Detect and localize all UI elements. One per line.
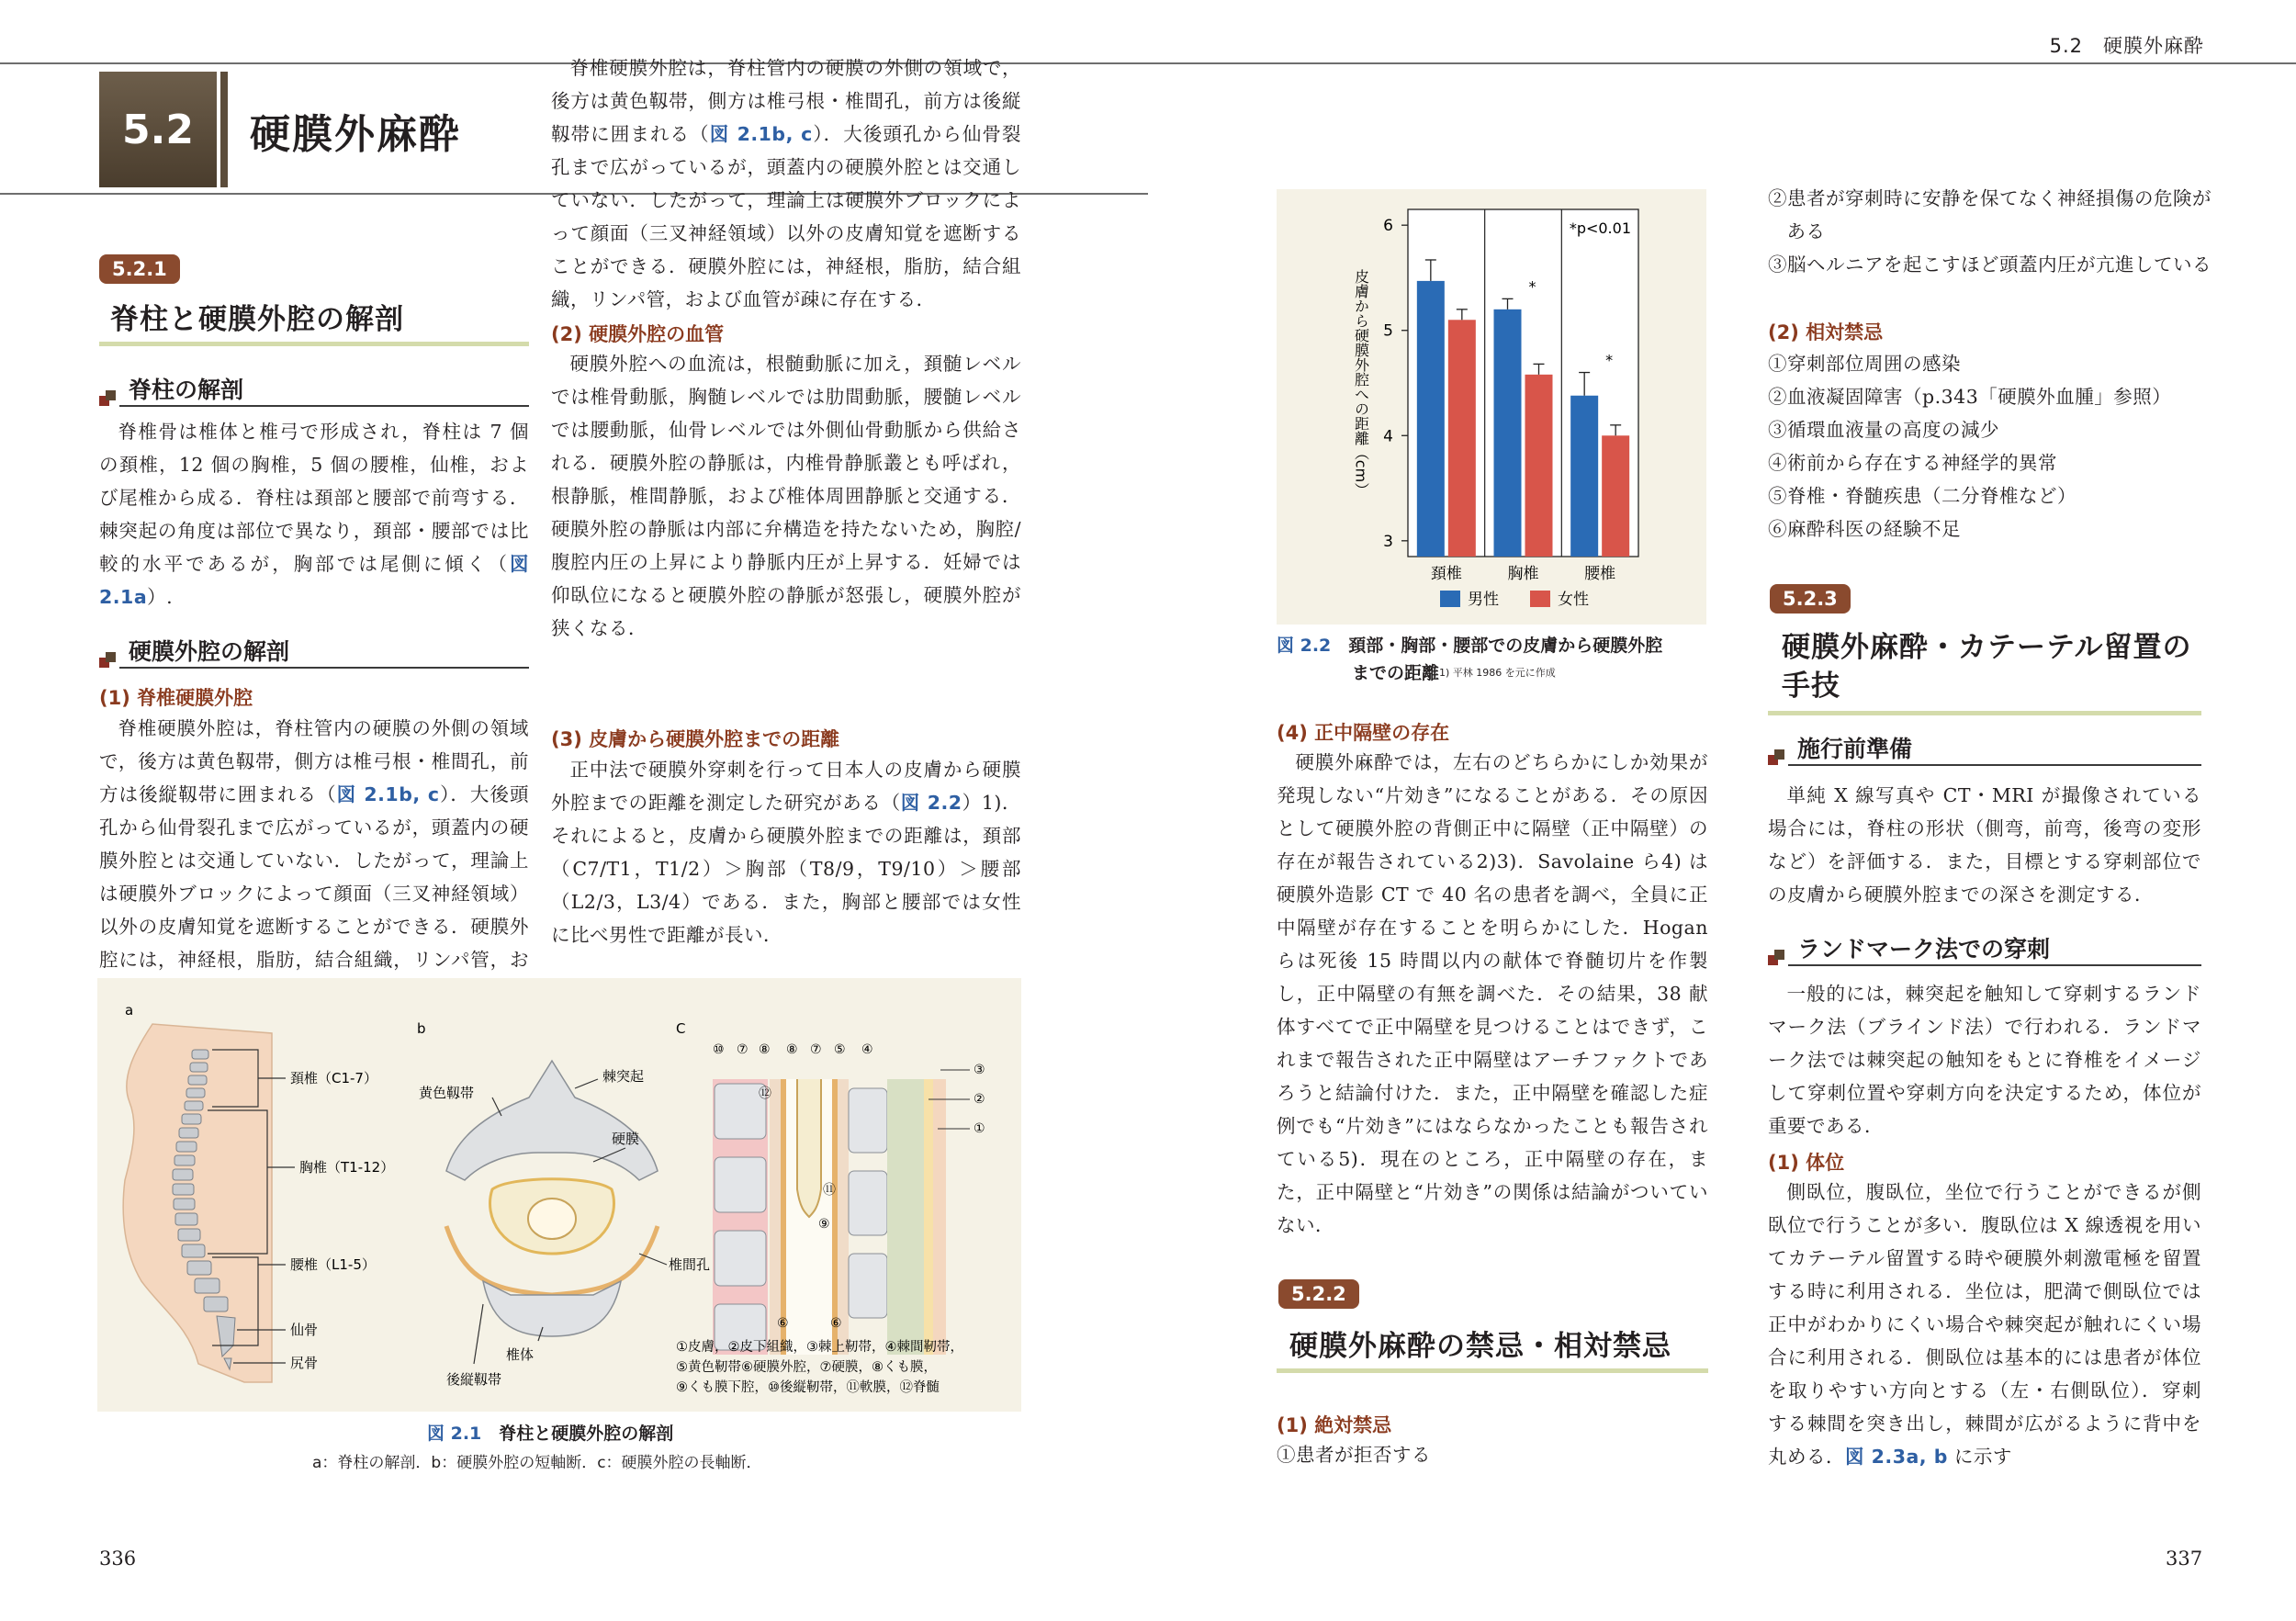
section-title-anatomy: 脊柱と硬膜外腔の解剖 <box>110 303 404 336</box>
bar-男性-腰椎 <box>1570 396 1598 557</box>
running-head: 5.2 硬膜外麻酔 <box>2049 35 2204 57</box>
figure-2-1-subcaption: a：脊柱の解剖．b：硬膜外腔の短軸断．c：硬膜外腔の長軸断． <box>312 1454 762 1472</box>
num-7a: ⑦ <box>737 1042 748 1057</box>
bar-男性-頚椎 <box>1417 281 1445 557</box>
list-item: ⑥麻酔科医の経験不足 <box>1768 518 1961 540</box>
subsection-title: ランドマーク法での穿刺 <box>1797 936 2051 962</box>
panel-label-c: C <box>676 1020 686 1037</box>
chapter-accent-bar <box>220 72 228 187</box>
label-cervical: 頚椎（C1-7） <box>290 1070 377 1086</box>
chapter-title: 硬膜外麻酔 <box>250 111 461 158</box>
page-number-left: 336 <box>99 1548 137 1570</box>
subsection-marker-icon <box>99 652 116 669</box>
section-rule <box>1768 711 2201 715</box>
num-3: ③ <box>974 1063 985 1077</box>
y-axis-label: 皮膚から硬膜外腔への距離（cm） <box>1352 268 1370 498</box>
section-title-technique: 硬膜外麻酔・カテーテル留置の 手技 <box>1782 631 2192 703</box>
figure-2-1-caption: 図 2.1 脊柱と硬膜外腔の解剖 <box>427 1424 674 1444</box>
label-spinous-process: 棘突起 <box>602 1068 645 1085</box>
label-foramen: 椎間孔 <box>669 1256 711 1273</box>
significance-note: *p<0.01 <box>1569 220 1631 237</box>
section-title-contraindications: 硬膜外麻酔の禁忌・相対禁忌 <box>1289 1330 1671 1363</box>
heading-relative: (2) 相対禁忌 <box>1768 321 1884 343</box>
spinal-cord <box>528 1199 576 1239</box>
subsection-marker-icon <box>99 390 116 407</box>
heading-position: (1) 体位 <box>1768 1152 1845 1174</box>
subsection-rule <box>119 405 529 407</box>
bar-女性-頚椎 <box>1448 320 1476 557</box>
list-item: ①穿刺部位周囲の感染 <box>1768 353 1961 375</box>
legend-line-2: ⑤黄色靭帯⑥硬膜外腔，⑦硬膜，⑧くも膜， <box>676 1360 937 1375</box>
subsection-title: 脊柱の解剖 <box>129 377 244 403</box>
subsection-preparation <box>1768 731 2201 771</box>
y-tick-label: 5 <box>1383 321 1393 341</box>
heading-absolute: (1) 絶対禁忌 <box>1277 1414 1392 1436</box>
num-1: ① <box>974 1121 985 1136</box>
num-8b: ⑧ <box>786 1042 798 1057</box>
label-lumbar: 腰椎（L1-5） <box>290 1256 376 1273</box>
subsection-marker-icon <box>1768 950 1784 966</box>
section-badge-5-2-2: 5.2.2 <box>1278 1279 1359 1309</box>
heading-distance: (3) 皮膚から硬膜外腔までの距離 <box>551 728 840 750</box>
figure-ref[interactable]: 図 2.1a <box>99 553 529 608</box>
figure-2-2-caption: 図 2.2 頚部・胸部・腰部での皮膚から硬膜外腔 までの距離$^{1) 平林 1986 を元に作成}$ <box>1277 636 1663 683</box>
category-label: 頚椎 <box>1430 565 1462 583</box>
paragraph-blood-vessels: 硬膜外腔への血流は，根髄動脈に加え，頚髄レベルでは椎骨動脈，胸髄レベルでは肋間動脈，腰髄レベルでは腰動脈，仙骨レベルでは外側仙骨動脈から供給される．硬膜外腔の静脈は，内椎骨静脈叢とも呼ばれ，根静脈，椎間静脈，および椎体周囲静脈と交通する．硬膜外腔の静脈は内部に弁構造を持たないため，胸腔/腹腔内圧の上昇により静脈内圧が上昇する．妊婦では仰臥位になると硬膜外腔の静脈が怒張し，硬膜外腔が狭くなる． <box>551 353 1021 639</box>
num-12: ⑫ <box>759 1086 771 1101</box>
label-coccyx: 尻骨 <box>290 1355 319 1371</box>
label-vertebral-body: 椎体 <box>506 1346 535 1363</box>
list-item: ②患者が穿刺時に安静を保てなく神経損傷の危険がある <box>1768 187 2212 242</box>
y-tick-label: 4 <box>1383 427 1393 446</box>
section-badge-5-2-1: 5.2.1 <box>99 254 180 284</box>
subsection-marker-icon <box>1768 749 1784 766</box>
figure-ref[interactable]: 図 2.2 <box>900 792 962 814</box>
list-item: ⑤脊椎・脊髄疾患（二分脊椎など） <box>1768 485 2077 507</box>
subsection-title: 施行前準備 <box>1797 736 1913 762</box>
legend-swatch <box>1530 591 1550 607</box>
subsection-rule <box>119 667 529 669</box>
list-item: ④術前から存在する神経学的異常 <box>1768 452 2057 474</box>
subsection-epidural <box>99 634 529 674</box>
section-badge-5-2-3: 5.2.3 <box>1770 584 1851 614</box>
num-9: ⑨ <box>818 1217 830 1232</box>
bar-女性-胸椎 <box>1525 375 1553 557</box>
num-5: ⑤ <box>834 1042 846 1057</box>
y-tick-label: 6 <box>1383 217 1393 236</box>
subsection-landmark <box>1768 931 2201 972</box>
legend-line-3: ⑨くも膜下腔，⑩後縦靭帯，⑪軟膜，⑫脊髄 <box>676 1380 940 1395</box>
heading-septum: (4) 正中隔壁の存在 <box>1277 722 1450 744</box>
paragraph-distance: 正中法で硬膜外穿刺を行って日本人の皮膚から硬膜外腔までの距離を測定した研究がある（図 2.2）1)．それによると，皮膚から硬膜外腔までの距離は，頚部（C7/T1，T1/2）＞胸部（T8/9，T9/10）＞腰部（L2/3，L3/4）である．また，胸部と腰部では女性に比べ男性で距離が長い． <box>551 759 1022 946</box>
bar-女性-腰椎 <box>1602 435 1629 557</box>
bar-男性-胸椎 <box>1494 310 1522 557</box>
list-item: ①患者が拒否する <box>1277 1444 1431 1466</box>
panel-label-b: b <box>417 1020 426 1037</box>
list-item: ③循環血液量の高度の減少 <box>1768 419 1999 441</box>
subsection-spine <box>99 372 529 412</box>
paragraph-landmark: 一般的には，棘突起を触知して穿刺するランドマーク法（ブラインド法）で行われる．ランドマーク法では棘突起の触知をもとに脊椎をイメージして穿刺位置や穿刺方向を決定するため，体位が重要である． <box>1768 983 2201 1137</box>
paragraph-spinal-epidural-cont: 脊椎硬膜外腔は，脊柱管内の硬膜の外側の領域で，後方は黄色靱帯，側方は椎弓根・椎間孔，前方は後縦靱帯に囲まれる（図 2.1b, c）．大後頭孔から仙骨裂孔まで広がっているが，頭蓋内の硬膜外腔とは交通していない．したがって，理論上は硬膜外ブロックによって顔面（三叉神経領域）以外の皮膚知覚を遮断することができる．硬膜外腔には，神経根，脂肪，結合組織，リンパ管，および血管が疎に存在する． <box>551 57 1022 310</box>
num-7b: ⑦ <box>810 1042 822 1057</box>
num-6a: ⑥ <box>777 1316 789 1331</box>
section-rule <box>1277 1368 1708 1373</box>
figure-2-2 <box>1277 189 1706 625</box>
panel-label-a: a <box>125 1002 134 1019</box>
list-item: ②血液凝固障害（p.343「硬膜外血腫」参照） <box>1768 386 2172 408</box>
paragraph-septum: 硬膜外麻酔では，左右のどちらかにしか効果が発現しない“片効き”になることがある．その原因として硬膜外腔の背側正中に隔壁（正中隔壁）の存在が報告されている2)3)．Savolaine ら4) は硬膜外造影 CT で 40 名の患者を調べ，全員に正中隔壁が存在することを明らかにした．Hogan らは死後 15 時間以内の献体で脊髄切片を作製し，正中隔壁の有無を調べた．その結果，38 献体すべてで正中隔壁を見つけることはできず，これまで報告された正中隔壁はアーチファクトであろうと結論付けた．また，正中隔壁を確認した症例でも“片効き”にはならなかったことも報告されている5)．現在のところ，正中隔壁の存在，また，正中隔壁と“片効き”の関係は結論がついていない． <box>1277 751 1708 1236</box>
distance-bar-chart <box>1277 189 1706 625</box>
legend-label: 女性 <box>1558 591 1589 609</box>
figure-2-1 <box>97 978 1021 1412</box>
chapter-number: 5.2 <box>122 106 194 153</box>
num-11: ⑪ <box>823 1183 836 1198</box>
significance-mark: * <box>1605 351 1614 369</box>
heading-spinal-epidural: (1) 脊椎硬膜外腔 <box>99 687 253 709</box>
subsection-title: 硬膜外腔の解剖 <box>129 638 290 665</box>
y-tick-label: 3 <box>1383 532 1393 551</box>
page-number-right: 337 <box>2166 1548 2203 1570</box>
label-dura: 硬膜 <box>612 1131 640 1147</box>
num-4: ④ <box>861 1042 873 1057</box>
legend-line-1: ①皮膚，②皮下組織，③棘上靭帯，④棘間靭帯， <box>676 1340 963 1355</box>
paragraph-spinal-epidural-1: 脊椎硬膜外腔は，脊柱管内の硬膜の外側の領域で，後方は黄色靱帯，側方は椎弓根・椎間孔，前方は後縦靱帯に囲まれる（図 2.1b, c）．大後頭孔から仙骨裂孔まで広がっているが，頭蓋内の硬膜外腔とは交通していない．したがって，理論上は硬膜外ブロックによって顔面（三叉神経領域）以外の皮膚知覚を遮断することができる．硬膜外腔には，神経根，脂肪，結合組織，リンパ管，お <box>99 717 530 971</box>
num-10: ⑩ <box>713 1042 725 1057</box>
category-label: 胸椎 <box>1507 565 1539 583</box>
label-pll: 後縦靱帯 <box>446 1371 502 1388</box>
num-2: ② <box>974 1092 985 1107</box>
paragraph-preparation: 単純 X 線写真や CT・MRI が撮像されている場合には，脊柱の形状（側弯，前弯，後弯の変形など）を評価する．また，目標とする穿刺部位での皮膚から硬膜外腔までの深さを測定する． <box>1768 784 2201 906</box>
label-sacrum: 仙骨 <box>290 1322 319 1338</box>
paragraph-spine: 脊椎骨は椎体と椎弓で形成され，脊柱は 7 個の頚椎，12 個の胸椎，5 個の腰椎，仙椎，および尾椎から成る．脊柱は頚部と腰部で前弯する．棘突起の角度は部位で異なり，頚部・腰部では比較的水平であるが，胸部では尾側に傾く（図 2.1a）. <box>99 421 529 608</box>
list-item: ③脳ヘルニアを起こすほど頭蓋内圧が亢進している <box>1768 253 2212 276</box>
subsection-rule <box>1788 764 2201 766</box>
legend-swatch <box>1440 591 1460 607</box>
header-rule <box>0 62 2296 64</box>
num-8a: ⑧ <box>759 1042 771 1057</box>
paragraph-position: 側臥位，腹臥位，坐位で行うことができるが側臥位で行うことが多い．腹臥位は X 線透視を用いてカテーテル留置する時や硬膜外刺激電極を留置する時に利用される．坐位は，肥満で側臥位では正中がわかりにくい場合や棘突起が触れにくい場合に利用される．側臥位は基本的には患者が体位を取りやすい方向とする（左・右側臥位）．穿刺する棘間を突き出し，棘間が広がるように背中を丸める．図 2.3a, b に示す <box>1768 1181 2201 1468</box>
heading-blood-vessels: (2) 硬膜外腔の血管 <box>551 323 725 345</box>
figure-ref[interactable]: 図 2.3a, b <box>1845 1446 1948 1468</box>
legend-label: 男性 <box>1468 591 1499 609</box>
significance-mark: * <box>1528 277 1536 296</box>
num-6b: ⑥ <box>830 1316 842 1331</box>
section-rule <box>99 342 529 346</box>
anatomy-illustration <box>97 978 1021 1412</box>
label-thoracic: 胸椎（T1-12） <box>299 1159 395 1176</box>
label-ligamentum-flavum: 黄色靱帯 <box>419 1085 475 1101</box>
category-label: 腰椎 <box>1584 565 1616 583</box>
subsection-rule <box>1788 964 2201 966</box>
figure-ref[interactable]: 図 2.1b, c <box>336 783 440 805</box>
